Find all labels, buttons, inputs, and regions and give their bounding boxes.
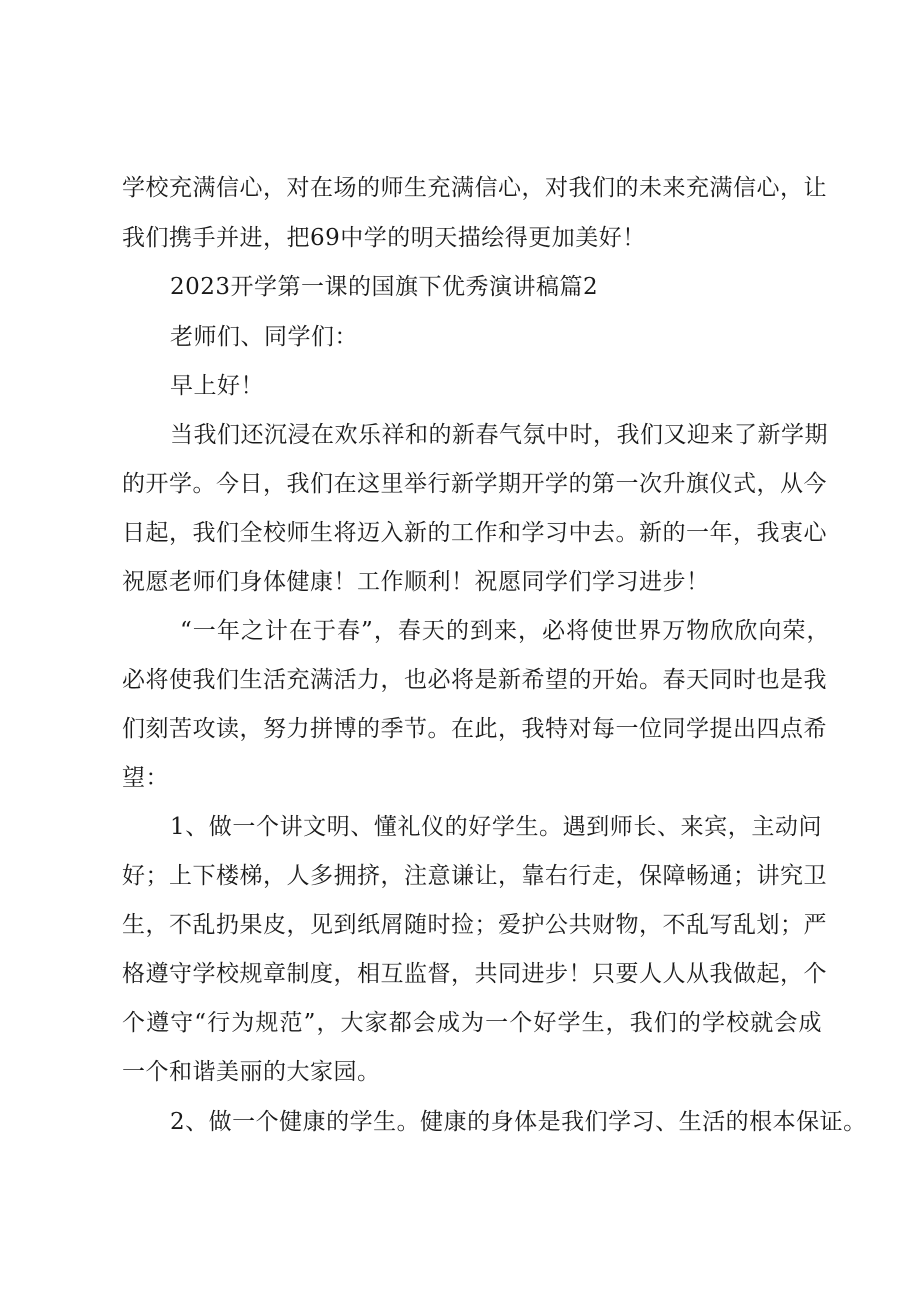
paragraph-line-6: 当我们还沉浸在欢乐祥和的新春气氛中时，我们又迎来了新学期 (170, 422, 828, 448)
paragraph-line-14: 1、做一个讲文明、懂礼仪的好学生。遇到师长、来宾，主动问 (170, 814, 822, 840)
greeting: 早上好！ (170, 373, 264, 399)
paragraph-line-16: 生，不乱扔果皮，见到纸屑随时捡；爱护公共财物，不乱写乱划；严 (122, 912, 827, 938)
paragraph-line-20: 2、做一个健康的学生。健康的身体是我们学习、生活的根本保证。 (170, 1109, 867, 1135)
paragraph-line-19: 一个和谐美丽的大家园。 (122, 1059, 381, 1085)
paragraph-line-9: 祝愿老师们身体健康！工作顺利！祝愿同学们学习进步！ (122, 569, 710, 595)
paragraph-line-13: 望： (122, 765, 169, 791)
paragraph-line-10: “一年之计在于春”，春天的到来，必将使世界万物欣欣向荣， (180, 618, 830, 644)
paragraph-line-1: 学校充满信心，对在场的师生充满信心，对我们的未来充满信心，让 (122, 175, 827, 201)
paragraph-line-11: 必将使我们生活充满活力，也必将是新希望的开始。春天同时也是我 (122, 667, 827, 693)
salutation: 老师们、同学们： (170, 324, 358, 350)
paragraph-line-17: 格遵守学校规章制度，相互监督，共同进步！只要人人从我做起，个 (122, 961, 827, 987)
paragraph-line-7: 的开学。今日，我们在这里举行新学期开学的第一次升旗仪式，从今 (122, 471, 827, 497)
paragraph-line-15: 好；上下楼梯，人多拥挤，注意谦让，靠右行走，保障畅通；讲究卫 (122, 863, 827, 889)
paragraph-line-8: 日起，我们全校师生将迈入新的工作和学习中去。新的一年，我衷心 (122, 520, 827, 546)
paragraph-line-18: 个遵守“行为规范”，大家都会成为一个好学生，我们的学校就会成 (122, 1010, 822, 1036)
section-title: 2023开学第一课的国旗下优秀演讲稿篇2 (170, 274, 599, 300)
paragraph-line-2: 我们携手并进，把69中学的明天描绘得更加美好！ (122, 225, 646, 251)
paragraph-line-12: 们刻苦攻读，努力拼博的季节。在此，我特对每一位同学提出四点希 (122, 716, 827, 742)
